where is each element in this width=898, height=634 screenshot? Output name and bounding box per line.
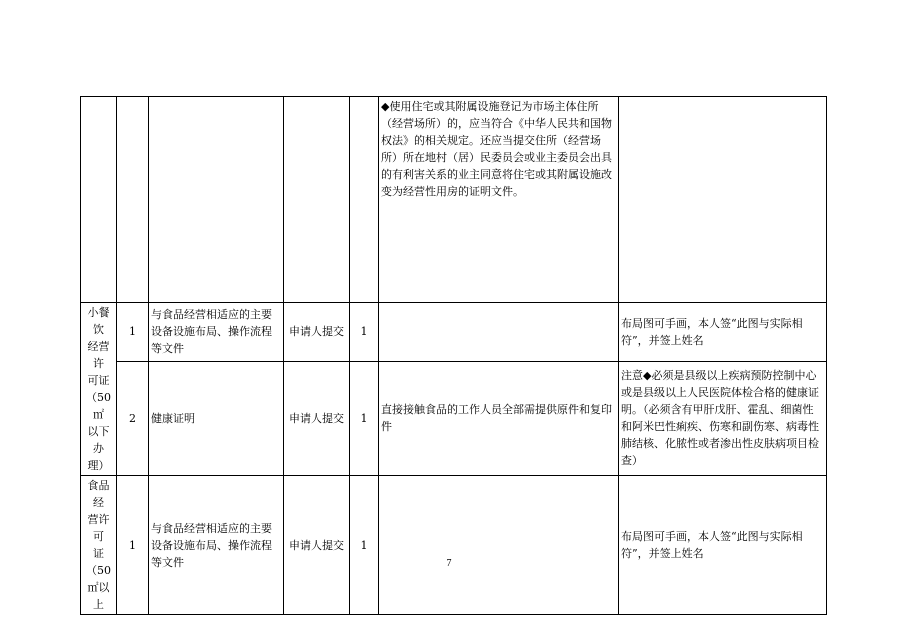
note-cell: 注意◆必须是县级以上疾病预防控制中心或是县级以上人民医院体检合格的健康证明。（必须含有甲肝戊肝、霍乱、细菌性和阿米巴性痢疾、伤寒和副伤寒、病毒性肺结核、化脓性或者渗出性皮肤病项目检查） bbox=[619, 361, 827, 475]
material-cell: 与食品经营相适应的主要设备设施布局、操作流程等文件 bbox=[149, 476, 284, 615]
item-no-cell: 1 bbox=[117, 476, 149, 615]
copies-cell: 1 bbox=[350, 361, 379, 475]
material-cell: 健康证明 bbox=[149, 361, 284, 475]
requirements-table bbox=[80, 96, 827, 615]
table-row bbox=[81, 97, 827, 303]
note-cell: 布局图可手画，本人签“此图与实际相符”，并签上姓名 bbox=[619, 303, 827, 362]
source-cell: 申请人提交 bbox=[284, 361, 350, 475]
copies-cell: 1 bbox=[350, 476, 379, 615]
requirement-cell bbox=[379, 476, 619, 615]
item-no-cell: 2 bbox=[117, 361, 149, 475]
cell-empty bbox=[619, 97, 827, 303]
cell-empty bbox=[117, 97, 149, 303]
requirement-cell: ◆使用住宅或其附属设施登记为市场主体住所（经营场所）的，应当符合《中华人民共和国物权法》的相关规定。还应当提交住所（经营场所）所在地村（居）民委员会或业主委员会出具的有利害关系的业主同意将住宅或其附属设施改变为经营性用房的证明文件。 bbox=[379, 97, 619, 303]
requirement-cell: 直接接触食品的工作人员全部需提供原件和复印件 bbox=[379, 361, 619, 475]
material-cell: 与食品经营相适应的主要设备设施布局、操作流程等文件 bbox=[149, 303, 284, 362]
source-cell: 申请人提交 bbox=[284, 476, 350, 615]
note-cell: 布局图可手画，本人签“此图与实际相符”，并签上姓名 bbox=[619, 476, 827, 615]
category-cell: 食品经 营许可 证（50 ㎡以上 bbox=[81, 476, 117, 615]
page-number: 7 bbox=[446, 558, 452, 569]
item-no-cell: 1 bbox=[117, 303, 149, 362]
cell-empty bbox=[350, 97, 379, 303]
source-cell: 申请人提交 bbox=[284, 303, 350, 362]
category-cell: 小餐饮 经营许 可证 （50 ㎡ 以下办 理） bbox=[81, 303, 117, 476]
requirement-cell bbox=[379, 303, 619, 362]
cell-empty bbox=[81, 97, 117, 303]
cell-empty bbox=[284, 97, 350, 303]
copies-cell: 1 bbox=[350, 303, 379, 362]
table-row bbox=[81, 361, 827, 475]
table-row bbox=[81, 303, 827, 362]
cell-empty bbox=[149, 97, 284, 303]
table-row bbox=[81, 476, 827, 615]
